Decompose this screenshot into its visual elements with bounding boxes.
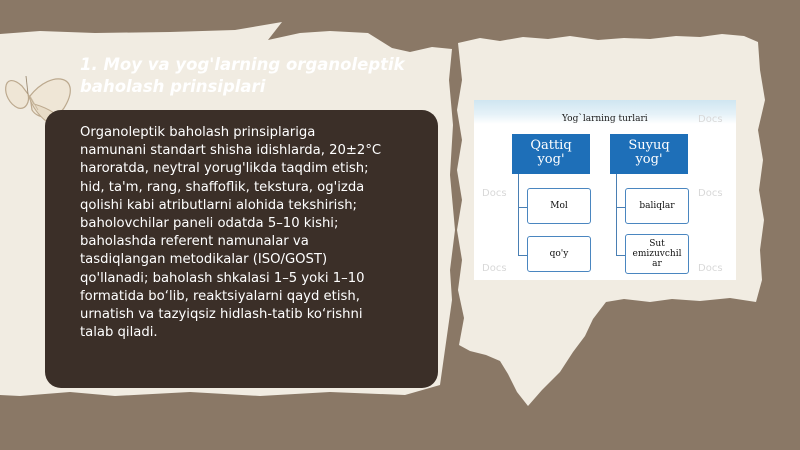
body-line: qo'llanadi; baholash shkalasi 1–5 yoki 1–10 — [80, 270, 365, 286]
diagram-leaf-label: baliqlar — [639, 201, 675, 211]
diagram-leaf-label: ar — [652, 259, 662, 269]
body-line: hid, ta'm, rang, shaffoflik, tekstura, og'izda — [80, 179, 365, 195]
body-line: tasdiqlangan metodikalar (ISO/GOST) — [80, 252, 328, 268]
watermark-text: Docs — [482, 188, 507, 199]
watermark-text: Docs — [698, 114, 723, 125]
body-line: urnatish va tazyiqsiz hidlash-tatib ko‘rishni — [80, 307, 363, 323]
body-line: talab qiladi. — [80, 325, 158, 341]
slide-title — [80, 54, 420, 98]
diagram-leaf-label: Sut — [649, 239, 665, 249]
diagram-leaf-label: emizuvchil — [632, 249, 682, 259]
body-line: baholashda referent namunalar va — [80, 234, 309, 250]
watermark-text: Docs — [698, 188, 723, 199]
slide-title-line: baholash prinsiplari — [80, 77, 266, 96]
watermark-text: Docs — [482, 263, 507, 274]
body-line: haroratda, neytral yorug'likda taqdim etish; — [80, 161, 369, 177]
diagram-title: Yog`larning turlari — [562, 114, 648, 124]
body-line: namunani standart shisha idishlarda, 20±2°C — [80, 143, 382, 159]
diagram-leaf-mol — [527, 188, 591, 224]
diagram-node-qattiq — [512, 134, 590, 174]
connector-line — [518, 174, 519, 256]
diagram-leaf-sut-emizuvchilar — [625, 234, 689, 274]
diagram-node-label: Suyuq — [628, 138, 670, 153]
body-line: baholovchilar paneli odatda 5–10 kishi; — [80, 216, 339, 232]
diagram-node-label: yog' — [537, 152, 565, 167]
diagram-leaf-label: qo'y — [549, 249, 569, 259]
diagram-image — [474, 100, 736, 280]
diagram-leaf-qoy — [527, 236, 591, 272]
body-line: formatida bo‘lib, reaktsiyalarni qayd etish, — [80, 288, 360, 304]
body-line: qolishi kabi atributlarni alohida tekshirish; — [80, 197, 358, 213]
body-text — [80, 124, 430, 342]
diagram-node-label: yog' — [635, 152, 663, 167]
diagram-leaf-baliqlar — [625, 188, 689, 224]
watermark-text: Docs — [698, 263, 723, 274]
connector-line — [616, 174, 617, 256]
diagram-node-suyuq — [610, 134, 688, 174]
body-line: Organoleptik baholash prinsiplariga — [80, 125, 316, 140]
diagram-leaf-label: Mol — [550, 201, 568, 211]
slide-title-line: 1. Moy va yog'larning organoleptik — [80, 55, 405, 74]
diagram-node-label: Qattiq — [530, 138, 572, 153]
